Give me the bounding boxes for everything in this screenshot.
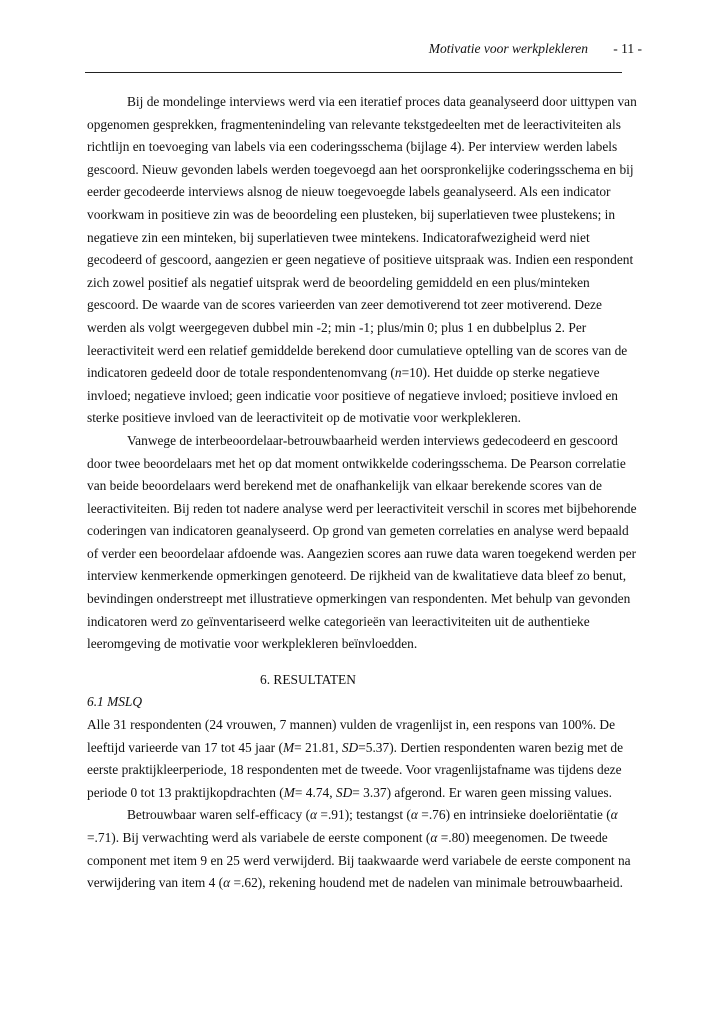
text-run: Betrouwbaar waren self-efficacy ( [127, 807, 311, 823]
text-run: =.91); testangst ( [317, 807, 411, 823]
text-run: =.71). Bij verwachting werd als variabele de eerste component ( [87, 830, 431, 845]
page-number: - 11 - [613, 41, 642, 56]
subsection-heading: 6.1 MSLQ [87, 694, 143, 710]
italic-symbol: α [223, 875, 231, 891]
italic-symbol: M [282, 739, 295, 755]
text-run: =5.37). Dertien respondenten waren bezig met de eerste praktijkleerperiode, 18 respondenten met de tweede. Voor vragenlijstafname was tijdens deze periode 0 tot 13 praktijkopdrachten ( [87, 739, 624, 800]
text-run: =.62), rekening houdend met de nadelen van minimale betrouwbaarheid. [230, 875, 623, 891]
text-run: Alle 31 respondenten (24 vrouwen, 7 mannen) vulden de vragenlijst in, een respons van 100%. De leeftijd varieerde van 17 tot 45 jaar ( [87, 717, 616, 755]
header-rule [85, 72, 622, 73]
text-run: = 3.37) afgerond. Er waren geen missing values. [352, 784, 612, 800]
paragraph-reliability [87, 804, 642, 894]
paragraph-interrater-reliability: Vanwege de interbeoordelaar-betrouwbaarheid werden interviews gedecodeerd en gescoord door twee beoordelaars met het op dat moment ontwikkelde coderingsschema. De Pearson correlatie van beide beoordelaars werd berekend met de onafhankelijk van elkaar berekende scores van de leeractiviteiten. Bij reden tot nadere analyse werd per leeractiviteit verschil in scores met bijbehorende coderingen van indicatoren geanalyseerd. Op grond van gemeten correlaties en analyse werd bepaald of verder een beoordelaar afdoende was. Aangezien scores aan ruwe data waren toegekend werden per interview kenmerkende opmerkingen genoteerd. De rijkheid van de kwalitatieve data bleef zo benut, bevindingen onderstreept met illustratieve opmerkingen van respondenten. Met behulp van gevonden indicatoren werd zo geïnventariseerd welke categorieën van leeractiviteiten uit de authentieke leeromgeving de motivatie voor werkplekleren beïnvloedden. [87, 432, 637, 652]
section-heading: 6. RESULTATEN [260, 671, 356, 687]
text-run: = 4.74, [294, 784, 336, 800]
italic-symbol: α [430, 830, 438, 845]
text-run: =.80) meegenomen. De tweede component met item 9 en 25 werd verwijderd. Bij taakwaarde werd variabele de eerste component na verwijdering van item 4 ( [87, 830, 631, 891]
italic-symbol: SD [341, 739, 359, 755]
italic-symbol: α [410, 807, 418, 823]
document-body [87, 91, 642, 895]
italic-symbol: α [310, 807, 318, 823]
text-run: Bij de mondelinge interviews werd via een iteratief proces data geanalyseerd door uittypen van opgenomen gesprekken, fragmentenindeling van relevante tekstgedeelten met de leeractiviteiten als richtlijn en toevoeging van labels via een coderingsschema (bijlage 4). Per interview werden labels gescoord. Nieuw gevonden labels werden toegevoegd aan het oorspronkelijke coderingsschema en bij eerder gecodeerde interviews alsnog de nieuw toegevoegde labels geanalyseerd. Als een indicator voorkwam in positieve zin was de beoordeling een plusteken, bij superlatieven twee plustekens; in negatieve zin een minteken, bij superlatieven twee mintekens. Indicatorafwezigheid werd niet gecodeerd of gescoord, aangezien er geen negatieve of positieve uitspraak was. Indien een respondent zich zowel positief als negatief uitsprak werd de beoordeling gemiddeld en een plus/minteken gescoord. De waarde van de scores varieerden van zeer demotiverend tot zeer motiverend. Deze werden als volgt weergegeven dubbel min -2; min -1; plus/min 0; plus 1 en dubbelplus 2. Per leeractiviteit werd een relatief gemiddelde berekend door cumulatieve optelling van de scores van de indicatoren gedeeld door de totale respondentenomvang ( [87, 94, 637, 381]
text-run: =.76) en intrinsieke doeloriëntatie ( [417, 807, 611, 823]
text-run: = 21.81, [294, 739, 342, 755]
italic-symbol: M [283, 784, 295, 800]
italic-symbol: SD [335, 784, 353, 800]
running-header [85, 41, 645, 61]
text-run: =10). Het duidde op sterke negatieve invloed; negatieve invloed; geen indicatie voor positieve of negatieve invloed; positieve invloed en sterke positieve invloed van de leeractiviteit op de motivatie voor werkplekleren. [87, 365, 619, 426]
running-title: Motivatie voor werkplekleren [428, 41, 588, 56]
paragraph-respondents [87, 714, 642, 804]
paragraph-methods-interviews [87, 91, 642, 430]
italic-symbol: n [394, 365, 402, 381]
italic-symbol: α [610, 807, 618, 823]
